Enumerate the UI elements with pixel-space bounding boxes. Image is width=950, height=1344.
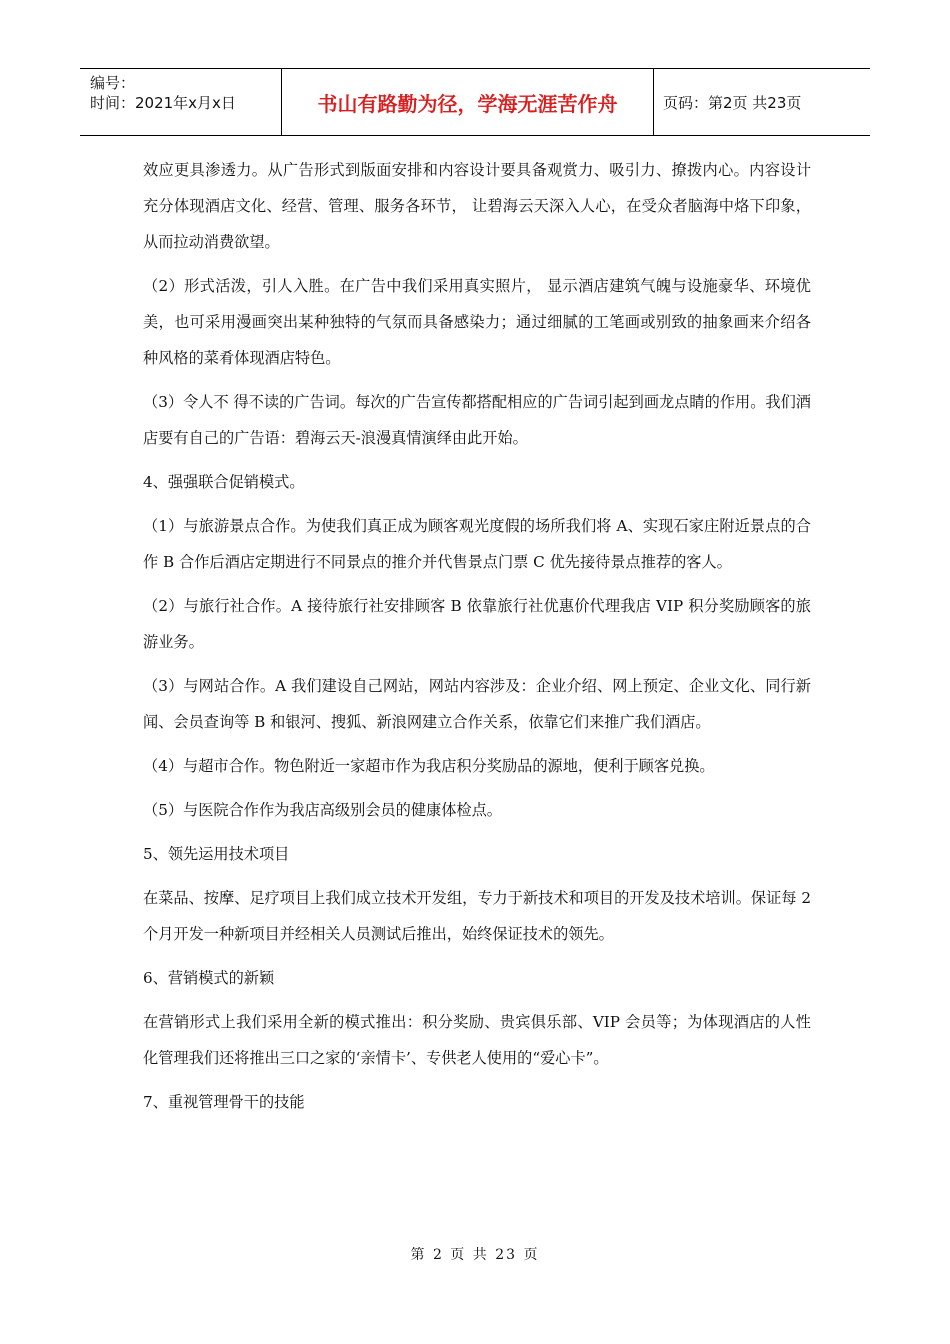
paragraph: （2）形式活泼，引人入胜。在广告中我们采用真实照片， 显示酒店建筑气魄与设施豪华、环境优美，也可采用漫画突出某种独特的气氛而具备感染力；通过细腻的工笔画或别致的抽象画来介绍各种风格的菜肴体现酒店特色。 xyxy=(143,277,811,367)
paragraph: 在菜品、按摩、足疗项目上我们成立技术开发组，专力于新技术和项目的开发及技术培训。保证每 2 个月开发一种新项目并经相关人员测试后推出，始终保证技术的领先。 xyxy=(143,889,811,943)
section-heading: 6、营销模式的新颖 xyxy=(143,969,275,987)
page-header xyxy=(80,68,870,136)
header-page-info: 页码：第2页 共23页 xyxy=(663,93,802,112)
paragraph: （3）令人不 得不读的广告词。每次的广告宣传都搭配相应的广告词引起到画龙点睛的作用。我们酒店要有自己的广告语：碧海云天-浪漫真情演绎由此开始。 xyxy=(143,393,811,447)
paragraph: （3）与网站合作。A 我们建设自己网站，网站内容涉及：企业介绍、网上预定、企业文化、同行新闻、会员查询等 B 和银河、搜狐、新浪网建立合作关系，依靠它们来推广我们酒店。 xyxy=(143,677,811,731)
page-footer: 第 2 页 共 23 页 xyxy=(410,1247,540,1263)
paragraph: （5）与医院合作作为我店高级别会员的健康体检点。 xyxy=(143,801,502,819)
paragraph: 效应更具渗透力。从广告形式到版面安排和内容设计要具备观赏力、吸引力、撩拨内心。内容设计充分体现酒店文化、经营、管理、服务各环节， 让碧海云天深入人心，在受众者脑海中烙下印象，从而拉动消费欲望。 xyxy=(143,161,811,251)
section-heading: 7、重视管理骨干的技能 xyxy=(143,1093,305,1111)
paragraph: （4）与超市合作。物色附近一家超市作为我店积分奖励品的源地，便利于顾客兑换。 xyxy=(143,757,715,775)
date-label: 时间：2021年x月x日 xyxy=(90,94,236,112)
paragraph: （2）与旅行社合作。A 接待旅行社安排顾客 B 依靠旅行社优惠价代理我店 VIP 积分奖励顾客的旅游业务。 xyxy=(143,597,811,651)
paragraph: （1）与旅游景点合作。为使我们真正成为顾客观光度假的场所我们将 A、实现石家庄附近景点的合作 B 合作后酒店定期进行不同景点的推介并代售景点门票 C 优先接待景点推荐的客人。 xyxy=(143,517,811,571)
paragraph: 在营销形式上我们采用全新的模式推出：积分奖励、贵宾俱乐部、VIP 会员等；为体现酒店的人性化管理我们还将推出三口之家的‘亲情卡’、专供老人使用的“爱心卡”。 xyxy=(143,1013,811,1067)
section-heading: 5、领先运用技术项目 xyxy=(143,845,290,863)
serial-number-label: 编号： xyxy=(90,74,136,92)
header-meta xyxy=(80,69,282,135)
section-heading: 4、强强联合促销模式。 xyxy=(143,473,305,491)
header-motto: 书山有路勤为径，学海无涯苦作舟 xyxy=(282,69,654,135)
document-body xyxy=(143,152,811,1128)
